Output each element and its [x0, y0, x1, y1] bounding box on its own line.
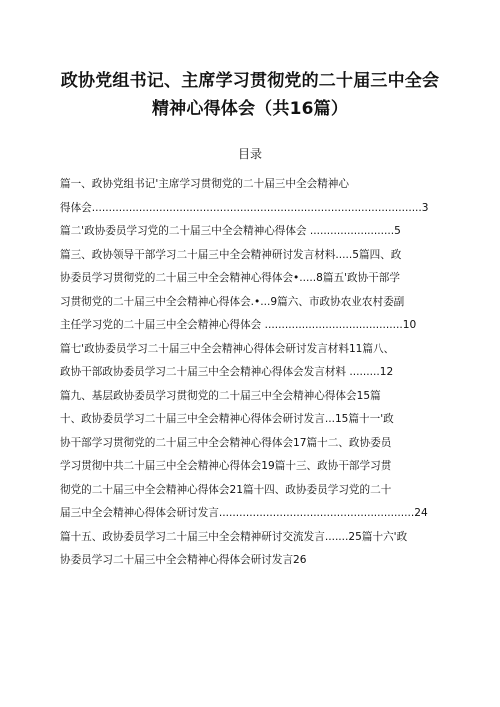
toc-line[interactable]: 篇九、基层政协委员学习贯彻党的二十届三中全会精神心得体会15篇	[60, 389, 381, 402]
toc-line[interactable]: 学习贯彻中共二十届三中全会精神心得体会19篇十三、政协干部学习贯	[60, 460, 392, 472]
toc-line[interactable]: 习贯彻党的二十届三中全会精神心得体会.•...9篇六、市政协农业农村委副	[60, 295, 405, 308]
toc-line[interactable]: 篇一、政协党组书记'主席学习贯彻党的二十届三中全会精神心	[60, 178, 349, 190]
toc-line[interactable]: 得体会..................................................................................................3	[60, 201, 429, 214]
document-title-line-2: 精神心得体会（共16篇）	[151, 99, 349, 119]
toc-line[interactable]: 篇七'政协委员学习二十届三中全会精神心得体会研讨发言材料11篇八、	[60, 342, 395, 355]
document-title-line-1: 政协党组书记、主席学习贯彻党的二十届三中全会	[60, 71, 440, 91]
toc-line[interactable]: 主任学习党的二十届三中全会精神心得体会 .........................................10	[60, 319, 417, 331]
toc-line[interactable]: 协委员学习贯彻党的二十届三中全会精神心得体会•.....8篇五'政协干部学	[60, 272, 400, 284]
toc-line[interactable]: 篇三、政协领导干部学习二十届三中全会精神研讨发言材料.....5篇四、政	[60, 248, 402, 261]
toc-line[interactable]: 政协干部政协委员学习二十届三中全会精神心得体会发言材料 .........12	[60, 366, 394, 378]
toc-line[interactable]: 篇二'政协委员学习党的二十届三中全会精神心得体会 .........................5	[60, 225, 401, 237]
toc-heading: 目录	[237, 147, 262, 161]
table-of-contents	[60, 173, 460, 573]
toc-line[interactable]: 篇十五、政协委员学习二十届三中全会精神研讨交流发言.......25篇十六'政	[60, 530, 408, 543]
toc-line[interactable]: 协委员学习二十届三中全会精神心得体会研讨发言26	[60, 554, 307, 566]
toc-line[interactable]: 十、政协委员学习二十届三中全会精神心得体会研讨发言...15篇十一'政	[60, 413, 394, 425]
toc-line[interactable]: 届三中全会精神心得体会研讨发言..........................................................24	[60, 507, 428, 519]
toc-line[interactable]: 协干部学习贯彻党的二十届三中全会精神心得体会17篇十二、政协委员	[60, 436, 392, 449]
toc-line[interactable]: 彻党的二十届三中全会精神心得体会21篇十四、政协委员学习党的二十	[60, 483, 392, 496]
